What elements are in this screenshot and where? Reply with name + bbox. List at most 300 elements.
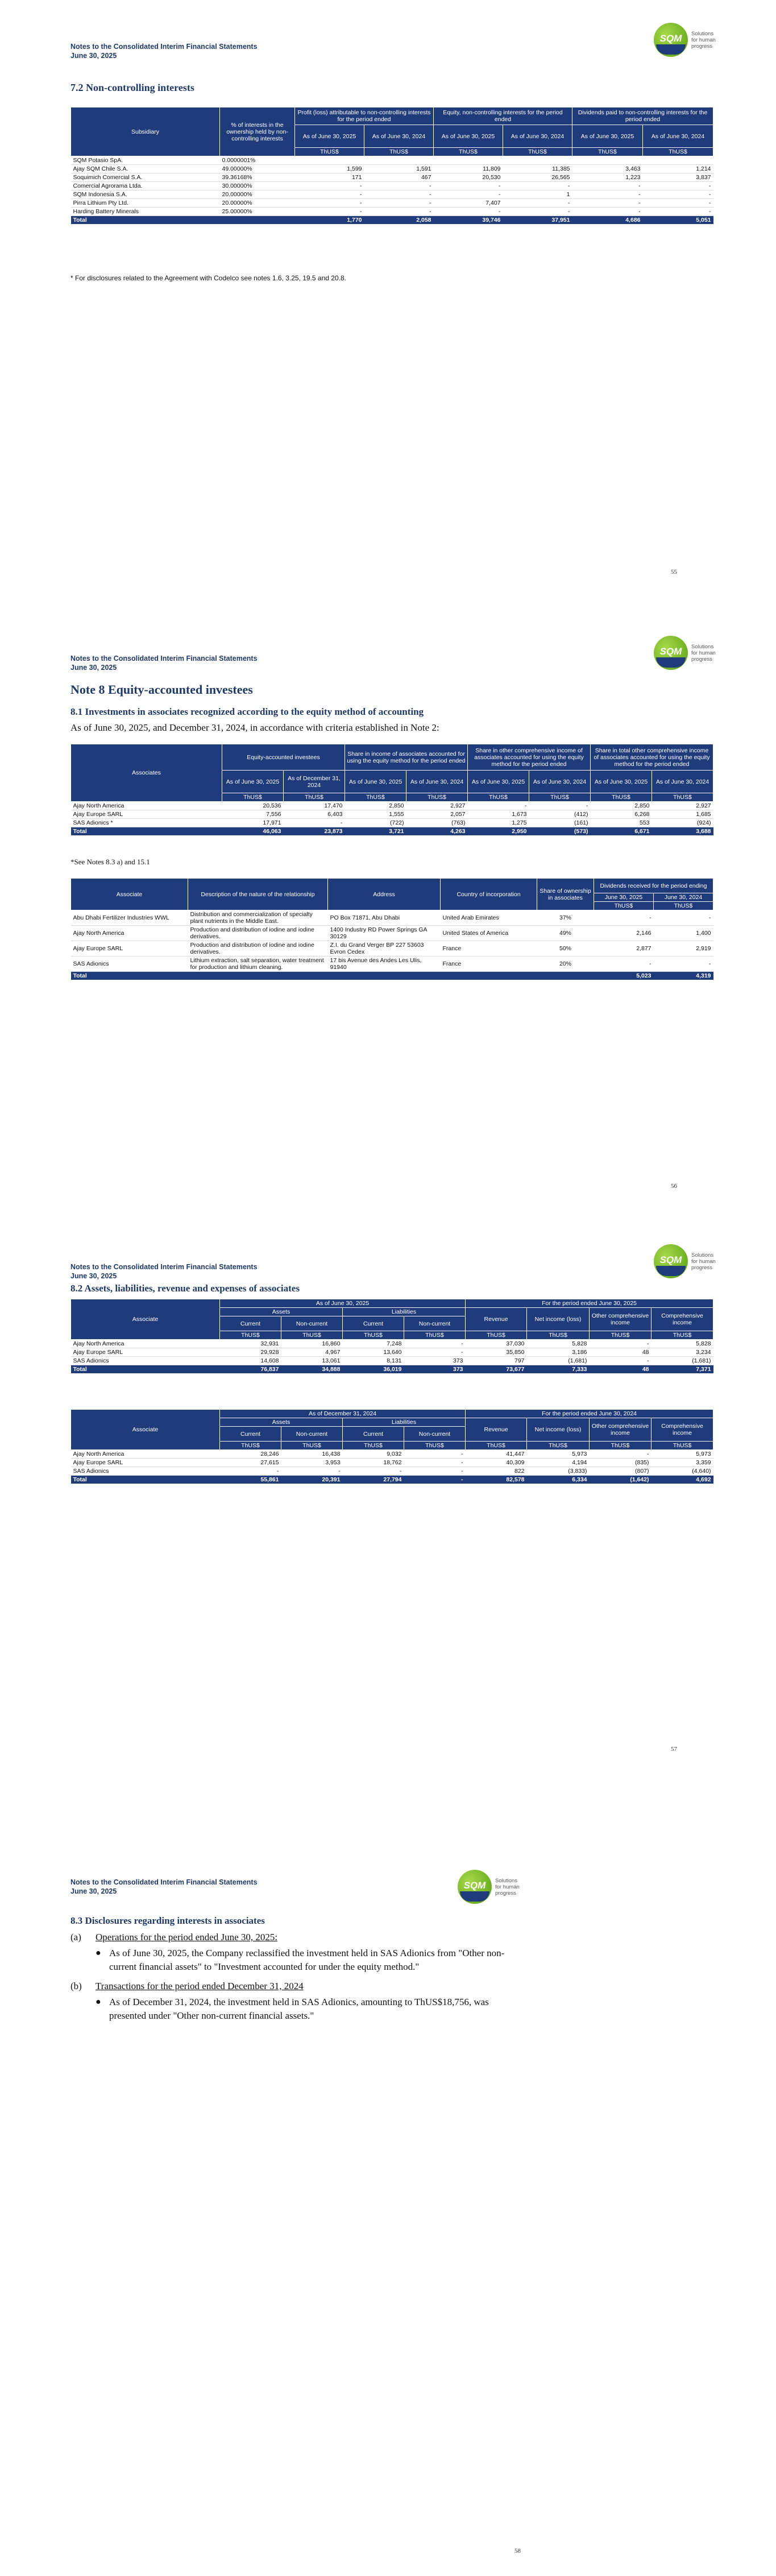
table-cell: 28,246 — [220, 1450, 281, 1459]
col-associate: Associate — [71, 1299, 220, 1340]
col-as-of: As of June 30, 2025 — [220, 1299, 466, 1308]
table-row — [71, 1340, 713, 1348]
table-row — [71, 910, 713, 926]
col-2025: As of June 30, 2025 — [434, 125, 503, 148]
table-cell: 48 — [590, 1348, 651, 1357]
col-country: Country of incorporation — [441, 879, 537, 910]
table-cell: Soquimich Comercial S.A. — [71, 173, 220, 182]
table-cell: 3,721 — [345, 827, 406, 836]
header-line2: June 30, 2025 — [70, 1272, 117, 1280]
table-cell — [364, 156, 434, 165]
col-assets: Assets — [220, 1418, 343, 1427]
table-cell: SQM Indonesia S.A. — [71, 190, 220, 199]
table-cell: 5,973 — [651, 1450, 713, 1459]
table-cell: 7,407 — [434, 199, 503, 208]
table-cell: 1,555 — [345, 810, 406, 819]
col-current: Current — [343, 1427, 404, 1442]
tagline-3: progress — [691, 43, 712, 49]
table-row — [71, 182, 713, 190]
table-cell: 797 — [466, 1357, 527, 1365]
col-oci: Other comprehensive income — [590, 1418, 651, 1442]
table-cell: - — [590, 1357, 651, 1365]
header-title — [70, 654, 258, 672]
table-cell: - — [503, 182, 572, 190]
table-cell: 20,536 — [222, 802, 284, 810]
table-cell: 25.00000% — [220, 208, 295, 216]
col-date: June 30, 2024 — [654, 893, 713, 902]
table-cell: Ajay North America — [71, 1340, 220, 1348]
table-cell: 5,828 — [527, 1340, 590, 1348]
tagline-3: progress — [691, 656, 712, 662]
sqm-logo — [654, 636, 739, 672]
col-date: As of December 31, 2024 — [284, 771, 345, 793]
col-date: As of June 30, 2025 — [468, 771, 529, 793]
table-row — [71, 810, 713, 819]
table-cell: 171 — [295, 173, 364, 182]
table-cell: 1 — [503, 190, 572, 199]
unit: ThUS$ — [591, 793, 652, 802]
total-row — [71, 1476, 713, 1484]
table-cell: - — [654, 956, 713, 972]
table-cell: - — [594, 956, 654, 972]
sqm-logo — [654, 23, 739, 59]
table-row — [71, 208, 713, 216]
table-cell: 32,931 — [220, 1340, 281, 1348]
total-row — [71, 216, 713, 225]
col-address: Address — [328, 879, 441, 910]
col-pct: % of interests in the ownership held by non-controlling interests — [220, 107, 295, 156]
table-cell: 16,438 — [281, 1450, 343, 1459]
unit: ThUS$ — [222, 793, 284, 802]
table-cell: 29,928 — [220, 1348, 281, 1357]
table-cell: 4,194 — [527, 1459, 590, 1467]
bullet-icon: ● — [96, 1948, 101, 1958]
table-cell: (3,833) — [527, 1467, 590, 1476]
table-cell: 37,951 — [503, 216, 572, 225]
col-2024: As of June 30, 2024 — [643, 125, 713, 148]
section-heading-7-2: 7.2 Non-controlling interests — [70, 82, 194, 93]
total-row — [71, 1365, 713, 1374]
table-cell: - — [654, 910, 713, 926]
table-cell: - — [295, 199, 364, 208]
note-8-heading: Note 8 Equity-accounted investees — [70, 682, 253, 697]
unit: ThUS$ — [343, 1331, 404, 1340]
table-cell: - — [404, 1459, 466, 1467]
table-cell: - — [281, 1467, 343, 1476]
table-cell: - — [404, 1476, 466, 1484]
table-cell: 5,023 — [594, 972, 654, 980]
table-cell: - — [404, 1450, 466, 1459]
table-cell: 7,248 — [343, 1340, 404, 1348]
table-cell: - — [572, 190, 643, 199]
table-cell: 2,058 — [364, 216, 434, 225]
table-row — [71, 165, 713, 173]
table-cell: 11,809 — [434, 165, 503, 173]
table-cell: Production and distribution of iodine and iodine derivatives. — [188, 926, 328, 941]
table-cell: 4,967 — [281, 1348, 343, 1357]
col-date: As of June 30, 2024 — [529, 771, 591, 793]
unit: ThUS$ — [503, 148, 572, 156]
table-cell: (412) — [529, 810, 591, 819]
table-cell: 4,263 — [406, 827, 468, 836]
unit: ThUS$ — [404, 1331, 466, 1340]
table-cell: 37,030 — [466, 1340, 527, 1348]
table-cell: - — [590, 1450, 651, 1459]
table-cell: - — [529, 802, 591, 810]
item-b-title: Transactions for the period ended December 31, 2024 — [96, 1981, 304, 1991]
table-cell: 6,403 — [284, 810, 345, 819]
header-line2: June 30, 2025 — [70, 52, 117, 60]
unit: ThUS$ — [594, 902, 654, 910]
item-a-text-1: As of June 30, 2025, the Company reclassified the investment held in SAS Adionics from "Other non- — [109, 1948, 505, 1958]
logo-tagline — [495, 1878, 520, 1896]
table-row — [71, 156, 713, 165]
table-cell: Total — [71, 1365, 220, 1374]
intro-text: As of June 30, 2025, and December 31, 2024, in accordance with criteria established in Note 2: — [70, 722, 439, 733]
section-heading-8-3: 8.3 Disclosures regarding interests in associates — [70, 1915, 265, 1926]
col-share: Share of ownership in associates — [537, 879, 594, 910]
table-cell: 49.00000% — [220, 165, 295, 173]
table-cell: 2,950 — [468, 827, 529, 836]
header-title — [70, 42, 258, 60]
table-cell: (1,642) — [590, 1476, 651, 1484]
col-revenue: Revenue — [466, 1418, 527, 1442]
table-cell: 4,319 — [654, 972, 713, 980]
table-cell: - — [404, 1348, 466, 1357]
col-liabilities: Liabilities — [343, 1418, 466, 1427]
unit: ThUS$ — [343, 1442, 404, 1450]
table-row — [71, 941, 713, 956]
table-cell: SAS Adionics — [71, 1357, 220, 1365]
table-cell: United States of America — [441, 926, 537, 941]
col-2024: As of June 30, 2024 — [503, 125, 572, 148]
table-cell: - — [643, 199, 713, 208]
table-cell: Distribution and commercialization of specialty plant nutrients in the Middle East. — [188, 910, 328, 926]
table-cell: 5,973 — [527, 1450, 590, 1459]
table-cell — [295, 156, 364, 165]
col-date: As of June 30, 2025 — [345, 771, 406, 793]
logo-tagline — [691, 644, 716, 662]
unit: ThUS$ — [643, 148, 713, 156]
col-noncurrent: Non-current — [404, 1427, 466, 1442]
table-cell: 467 — [364, 173, 434, 182]
table-cell: - — [343, 1467, 404, 1476]
table-cell: 50% — [537, 941, 594, 956]
table-cell: 14,608 — [220, 1357, 281, 1365]
logo-tagline — [691, 31, 716, 49]
table-cell: - — [295, 208, 364, 216]
item-a-label: (a) — [70, 1932, 81, 1943]
footnote: * For disclosures related to the Agreement with Codelco see notes 1.6, 3.25, 19.5 and 20.8. — [70, 274, 346, 282]
col-net-income: Net income (loss) — [527, 1418, 590, 1442]
table-cell: 553 — [591, 819, 652, 827]
unit: ThUS$ — [651, 1442, 713, 1450]
header-line1: Notes to the Consolidated Interim Financial Statements — [70, 43, 258, 51]
unit: ThUS$ — [590, 1442, 651, 1450]
table-row — [71, 802, 713, 810]
table-cell: 30.00000% — [220, 182, 295, 190]
note-reference: *See Notes 8.3 a) and 15.1 — [70, 858, 150, 866]
table-row — [71, 190, 713, 199]
table-cell: - — [572, 199, 643, 208]
table-cell: - — [434, 182, 503, 190]
table-cell: - — [572, 208, 643, 216]
table-cell: 3,359 — [651, 1459, 713, 1467]
logo-tagline — [691, 1252, 716, 1271]
table-cell: SAS Adionics — [71, 1467, 220, 1476]
table-cell: 2,919 — [654, 941, 713, 956]
col-share-total: Share in total other comprehensive income of associates accounted for using the equity method for the period ended — [591, 744, 713, 771]
table-cell — [328, 972, 441, 980]
table-cell: 2,146 — [594, 926, 654, 941]
table-cell: 41,447 — [466, 1450, 527, 1459]
logo-text: SQM — [659, 1254, 682, 1265]
table-row — [71, 926, 713, 941]
col-dividends: Dividends paid to non-controlling interests for the period ended — [572, 107, 713, 125]
table-cell: 34,888 — [281, 1365, 343, 1374]
col-equity-investees: Equity-accounted investees — [222, 744, 345, 771]
unit: ThUS$ — [466, 1331, 527, 1340]
table-cell: 1,673 — [468, 810, 529, 819]
table-cell: Ajay Europe SARL — [71, 1348, 220, 1357]
page-number: 57 — [671, 1746, 677, 1753]
tagline-1: Solutions — [495, 1878, 518, 1884]
table-cell: 1,685 — [652, 810, 713, 819]
associates-financials-2025-table — [70, 1299, 713, 1373]
table-cell: Total — [71, 216, 220, 225]
table-cell: (924) — [652, 819, 713, 827]
table-cell: 3,837 — [643, 173, 713, 182]
col-as-of: As of December 31, 2024 — [220, 1410, 466, 1418]
table-row — [71, 1450, 713, 1459]
col-current: Current — [343, 1316, 404, 1331]
col-assets: Assets — [220, 1308, 343, 1316]
table-cell: Ajay North America — [71, 802, 222, 810]
table-cell: 3,463 — [572, 165, 643, 173]
table-cell: 0.0000001% — [220, 156, 295, 165]
unit: ThUS$ — [364, 148, 434, 156]
col-liabilities: Liabilities — [343, 1308, 466, 1316]
table-cell: - — [364, 199, 434, 208]
unit: ThUS$ — [281, 1331, 343, 1340]
page-56 — [0, 643, 776, 1285]
table-cell: - — [434, 208, 503, 216]
table-cell: Ajay North America — [71, 1450, 220, 1459]
header-line1: Notes to the Consolidated Interim Financial Statements — [70, 1263, 258, 1271]
col-2024: As of June 30, 2024 — [364, 125, 434, 148]
table-cell: 82,578 — [466, 1476, 527, 1484]
unit: ThUS$ — [527, 1331, 590, 1340]
col-dividends: Dividends received for the period ending — [594, 879, 713, 893]
table-cell: - — [434, 190, 503, 199]
table-cell: 27,615 — [220, 1459, 281, 1467]
table-cell: 2,877 — [594, 941, 654, 956]
table-cell: - — [643, 190, 713, 199]
table-cell: (4,640) — [651, 1467, 713, 1476]
table-cell: - — [503, 208, 572, 216]
col-comprehensive: Comprehensive income — [651, 1418, 713, 1442]
table-row — [71, 173, 713, 182]
col-associates: Associates — [71, 744, 222, 802]
col-2025: As of June 30, 2025 — [295, 125, 364, 148]
table-cell: - — [284, 819, 345, 827]
table-cell: 2,927 — [406, 802, 468, 810]
table-cell: Total — [71, 972, 188, 980]
col-net-income: Net income (loss) — [527, 1308, 590, 1331]
table-cell: Abu Dhabi Fertilizer Industries WWL — [71, 910, 188, 926]
table-cell: (161) — [529, 819, 591, 827]
col-comprehensive: Comprehensive income — [651, 1308, 713, 1331]
item-b-text-2: presented under "Other non-current financial assets." — [109, 2010, 314, 2021]
table-cell: 20,391 — [281, 1476, 343, 1484]
unit: ThUS$ — [284, 793, 345, 802]
header-line2: June 30, 2025 — [70, 1887, 117, 1895]
item-a-title: Operations for the period ended June 30, 2025: — [96, 1932, 278, 1943]
table-cell: 36,019 — [343, 1365, 404, 1374]
col-date: As of June 30, 2024 — [406, 771, 468, 793]
table-row — [71, 819, 713, 827]
table-cell: 16,860 — [281, 1340, 343, 1348]
item-b-label: (b) — [70, 1981, 82, 1991]
table-cell: (763) — [406, 819, 468, 827]
table-cell: 1400 Industry RD Power Springs GA 30129 — [328, 926, 441, 941]
unit: ThUS$ — [404, 1442, 466, 1450]
table-cell: 2,057 — [406, 810, 468, 819]
table-cell: 9,032 — [343, 1450, 404, 1459]
table-cell: Ajay Europe SARL — [71, 1459, 220, 1467]
table-row — [71, 1459, 713, 1467]
col-current: Current — [220, 1427, 281, 1442]
table-cell: Z.I. du Grand Verger BP 227 53603 Evron Cedex — [328, 941, 441, 956]
table-cell: 20% — [537, 956, 594, 972]
col-equity: Equity, non-controlling interests for the period ended — [434, 107, 572, 125]
table-cell: Pirra Lithium Pty Ltd. — [71, 199, 220, 208]
table-row — [71, 1357, 713, 1365]
table-cell — [643, 156, 713, 165]
table-cell: - — [295, 190, 364, 199]
header-line1: Notes to the Consolidated Interim Financial Statements — [70, 655, 258, 662]
item-a-text-2: current financial assets" to "Investment accounted for under the equity method." — [109, 1961, 420, 1972]
tagline-1: Solutions — [691, 31, 714, 37]
page-number: 58 — [514, 2548, 521, 2554]
table-cell: (722) — [345, 819, 406, 827]
table-cell: 3,953 — [281, 1459, 343, 1467]
unit: ThUS$ — [281, 1442, 343, 1450]
total-row — [71, 972, 713, 980]
unit: ThUS$ — [434, 148, 503, 156]
table-cell: 6,334 — [527, 1476, 590, 1484]
section-heading-8-2: 8.2 Assets, liabilities, revenue and expenses of associates — [70, 1283, 300, 1294]
table-cell: 39.36168% — [220, 173, 295, 182]
col-associate: Associate — [71, 1410, 220, 1450]
table-cell: United Arab Emirates — [441, 910, 537, 926]
table-cell: - — [364, 208, 434, 216]
table-cell: 17,971 — [222, 819, 284, 827]
unit: ThUS$ — [220, 1331, 281, 1340]
unit: ThUS$ — [295, 148, 364, 156]
col-period: For the period ended June 30, 2025 — [466, 1299, 713, 1308]
table-cell: (573) — [529, 827, 591, 836]
tagline-2: for human — [691, 650, 716, 656]
table-cell: 2,927 — [652, 802, 713, 810]
table-cell: France — [441, 941, 537, 956]
page-57 — [0, 1252, 776, 1854]
col-date: As of June 30, 2024 — [652, 771, 713, 793]
table-cell: Ajay Europe SARL — [71, 941, 188, 956]
table-cell: (1,681) — [651, 1357, 713, 1365]
header-line1: Notes to the Consolidated Interim Financial Statements — [70, 1878, 258, 1886]
table-cell: 23,873 — [284, 827, 345, 836]
table-cell: 1,223 — [572, 173, 643, 182]
table-cell: 7,556 — [222, 810, 284, 819]
table-cell: Ajay SQM Chile S.A. — [71, 165, 220, 173]
table-row — [71, 1348, 713, 1357]
col-share-income: Share in income of associates accounted for using the equity method for the period ended — [345, 744, 468, 771]
table-cell: 26,565 — [503, 173, 572, 182]
unit: ThUS$ — [468, 793, 529, 802]
logo-text: SQM — [463, 1880, 486, 1891]
table-cell: SQM Potasio SpA. — [71, 156, 220, 165]
table-cell: 822 — [466, 1467, 527, 1476]
col-date: June 30, 2025 — [594, 893, 654, 902]
table-cell: 6,268 — [591, 810, 652, 819]
table-cell: 3,234 — [651, 1348, 713, 1357]
table-cell: 5,828 — [651, 1340, 713, 1348]
table-cell: Total — [71, 1476, 220, 1484]
table-cell: 373 — [404, 1357, 466, 1365]
col-noncurrent: Non-current — [404, 1316, 466, 1331]
table-cell — [503, 156, 572, 165]
bullet-icon: ● — [96, 1997, 101, 2007]
table-row — [71, 1467, 713, 1476]
unit: ThUS$ — [406, 793, 468, 802]
unit: ThUS$ — [466, 1442, 527, 1450]
sqm-logo — [458, 1870, 543, 1906]
table-cell: 11,385 — [503, 165, 572, 173]
page-58 — [0, 1854, 776, 2576]
table-cell: - — [572, 182, 643, 190]
table-cell: 3,688 — [652, 827, 713, 836]
col-profit: Profit (loss) attributable to non-controlling interests for the period ended — [295, 107, 434, 125]
table-cell: 40,309 — [466, 1459, 527, 1467]
table-cell: 1,591 — [364, 165, 434, 173]
table-cell: - — [295, 182, 364, 190]
table-cell: 20.00000% — [220, 190, 295, 199]
table-cell — [220, 216, 295, 225]
table-cell: SAS Adionics — [71, 956, 188, 972]
table-cell: 1,275 — [468, 819, 529, 827]
table-cell — [572, 156, 643, 165]
associates-detail-table — [70, 878, 713, 980]
non-controlling-interests-table — [70, 107, 713, 224]
table-cell: 1,400 — [654, 926, 713, 941]
col-associate: Associate — [71, 879, 188, 910]
table-cell: 20,530 — [434, 173, 503, 182]
table-cell: 1,599 — [295, 165, 364, 173]
table-cell: Production and distribution of iodine and iodine derivatives. — [188, 941, 328, 956]
unit: ThUS$ — [529, 793, 591, 802]
table-cell: 4,686 — [572, 216, 643, 225]
table-cell: 37% — [537, 910, 594, 926]
table-cell: 18,762 — [343, 1459, 404, 1467]
table-cell: (1,681) — [527, 1357, 590, 1365]
table-cell: - — [364, 190, 434, 199]
table-cell: (807) — [590, 1467, 651, 1476]
table-cell: 3,186 — [527, 1348, 590, 1357]
header-title — [70, 1262, 258, 1281]
col-period: For the period ended June 30, 2024 — [466, 1410, 713, 1418]
tagline-2: for human — [495, 1884, 520, 1890]
